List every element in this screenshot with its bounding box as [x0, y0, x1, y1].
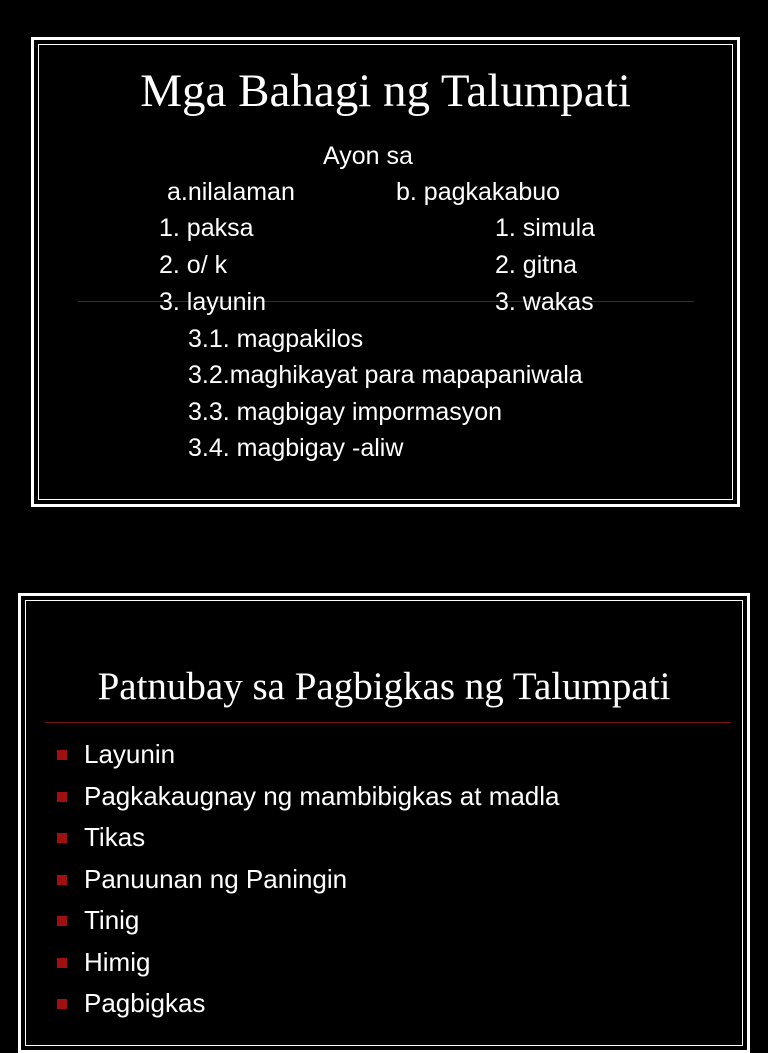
- list-item: [57, 817, 560, 859]
- list-item: [57, 900, 560, 942]
- bullet-square-icon: [57, 875, 67, 885]
- list-item: [57, 859, 560, 901]
- bullet-square-icon: [57, 958, 67, 968]
- column-b-item: 2. gitna: [495, 251, 578, 279]
- list-item-label: Tinig: [84, 905, 140, 935]
- intro-text: Ayon sa: [323, 142, 413, 170]
- slide-2: [18, 593, 750, 1053]
- sub-item: 3.3. magbigay impormasyon: [188, 398, 503, 426]
- list-item: [57, 734, 560, 776]
- bullet-square-icon: [57, 916, 67, 926]
- bullet-square-icon: [57, 999, 67, 1009]
- sub-item: 3.2.maghikayat para mapapaniwala: [188, 361, 583, 389]
- slide-2-title: Patnubay sa Pagbigkas ng Talumpati: [97, 665, 671, 708]
- sub-item: 3.4. magbigay -aliw: [188, 434, 404, 462]
- list-item-label: Layunin: [84, 739, 176, 769]
- list-item-label: Panuunan ng Paningin: [84, 863, 348, 894]
- column-a-item: 2. o/ k: [159, 251, 228, 279]
- guidelines-list: [57, 734, 560, 1025]
- column-b-item: 1. simula: [495, 214, 596, 242]
- column-a-item: 1. paksa: [159, 214, 254, 242]
- list-item: [57, 942, 560, 984]
- slide-1-title: Mga Bahagi ng Talumpati: [140, 65, 631, 117]
- sub-item: 3.1. magpakilos: [188, 325, 364, 353]
- list-item-label: Himig: [84, 946, 151, 977]
- list-item-label: Tikas: [84, 822, 146, 852]
- column-b-heading: b. pagkakabuo: [396, 178, 561, 206]
- bullet-square-icon: [57, 792, 67, 802]
- list-item-label: Pagkakaugnay ng mambibigkas at madla: [84, 780, 560, 811]
- list-item: [57, 983, 560, 1025]
- column-a-heading: a.nilalaman: [167, 178, 295, 206]
- list-item: [57, 776, 560, 818]
- slide-1: [31, 37, 740, 507]
- list-item-label: Pagbigkas: [84, 988, 206, 1018]
- bullet-square-icon: [57, 833, 67, 843]
- slide-2-divider: [45, 722, 731, 723]
- bullet-square-icon: [57, 750, 67, 760]
- column-a-item: 3. layunin: [159, 288, 267, 316]
- column-b-item: 3. wakas: [495, 288, 594, 316]
